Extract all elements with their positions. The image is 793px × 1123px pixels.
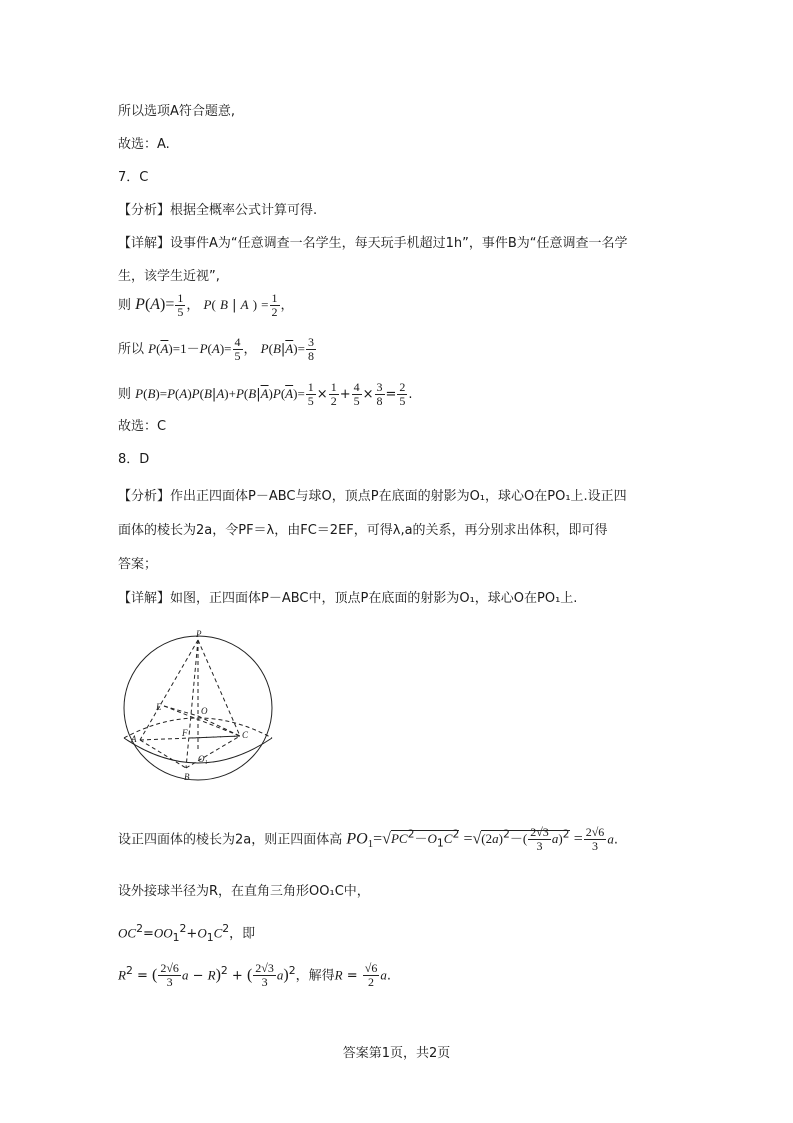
edge-pa xyxy=(140,640,198,740)
text-line-10: 故选：C xyxy=(118,419,167,434)
line-oc xyxy=(198,716,240,736)
label-o: O xyxy=(201,706,208,716)
page-footer: 答案第1页，共2页 xyxy=(342,1046,451,1061)
eq19-mid: ，解得 xyxy=(295,968,335,984)
label-b: B xyxy=(184,772,190,782)
text-line-12: 【分析】作出正四面体P－ABC与球O，顶点P在底面的射影为O₁，球心O在PO₁上.设正四 xyxy=(118,489,627,504)
label-f: F xyxy=(182,728,188,738)
eq9-prefix: 则 xyxy=(118,387,132,402)
text-line-17: 设外接球半径为R，在直角三角形OO₁C中， xyxy=(118,884,370,899)
label-p: P xyxy=(196,629,202,639)
text-line-4: 【分析】根据全概率公式计算可得. xyxy=(118,203,318,218)
equation-line-8: 所以 $P(\overline{A})=1-P(A)=$ $\frac{4}{5}$ ， $P(B|\overline{A})=$ $\frac{3}{8}$ xyxy=(118,335,314,363)
edge-ab xyxy=(140,740,186,768)
edge-ac xyxy=(140,736,240,740)
equation-line-7: 则 P(A)= $\frac{1}{5}$ ， P( B | A ) = $\frac{1}{2}$ ， xyxy=(118,291,294,319)
text-line-3: 7．C xyxy=(118,170,149,185)
label-e: E xyxy=(156,702,162,712)
equation-line-18: $OC^2=OO_1^2+O_1C^2$，即 xyxy=(118,922,256,944)
eq18-suffix: ，即 xyxy=(229,926,256,942)
eq8-prefix: 所以 xyxy=(118,342,145,357)
equation-line-9: 则 $P(B)=P(A)P(B|A)+P(B|\overline{A})P(\overline{A})=$ $\frac{1}{5}$ × $\frac{1}{2}$ + $\frac{4}{5}$ × $\frac{3}{8}$ = $\frac{2}{5}$ . xyxy=(118,380,413,408)
eq16-prefix: 设正四面体的棱长为2a，则正四面体高 xyxy=(118,832,343,848)
eq7-prefix: 则 xyxy=(118,298,132,313)
text-line-6: 生，该学生近视”, xyxy=(118,269,220,284)
tetrahedron-sphere-figure xyxy=(118,628,288,788)
text-line-14: 答案； xyxy=(118,557,158,572)
edge-pb xyxy=(186,640,198,768)
equation-line-16: 设正四面体的棱长为2a，则正四面体高 $PO_1=√PC^2-O_1C^2 =√(2a)^2-$( $\frac{2√3}{3}$ a)$^2$ = $\frac{2√6}{3}$ a. xyxy=(118,825,618,854)
equation-line-19: $R^2$ = ( $\frac{2√6}{3}$ a − R)$^2$ + ( $\frac{2√3}{3}$ a)$^2$，解得R = $\frac{√6}{2}$ a. xyxy=(118,961,391,990)
text-line-13: 面体的棱长为2a，令PF＝λ，由FC＝2EF，可得λ,a的关系，再分别求出体积，即可得 xyxy=(118,523,608,538)
text-line-5: 【详解】设事件A为“任意调查一名学生，每天玩手机超过1h”，事件B为“任意调查一名学 xyxy=(118,236,628,251)
edge-bc xyxy=(186,736,240,768)
text-line-11: 8．D xyxy=(118,452,150,467)
label-o1: O₁ xyxy=(198,754,208,764)
text-line-1: 所以选项A符合题意, xyxy=(118,104,236,119)
label-a: A xyxy=(131,734,137,744)
text-line-15: 【详解】如图，正四面体P－ABC中，顶点P在底面的射影为O₁，球心O在PO₁上. xyxy=(118,591,578,606)
text-line-2: 故选：A. xyxy=(118,137,170,152)
label-c: C xyxy=(242,730,249,740)
line-eo xyxy=(164,706,198,716)
